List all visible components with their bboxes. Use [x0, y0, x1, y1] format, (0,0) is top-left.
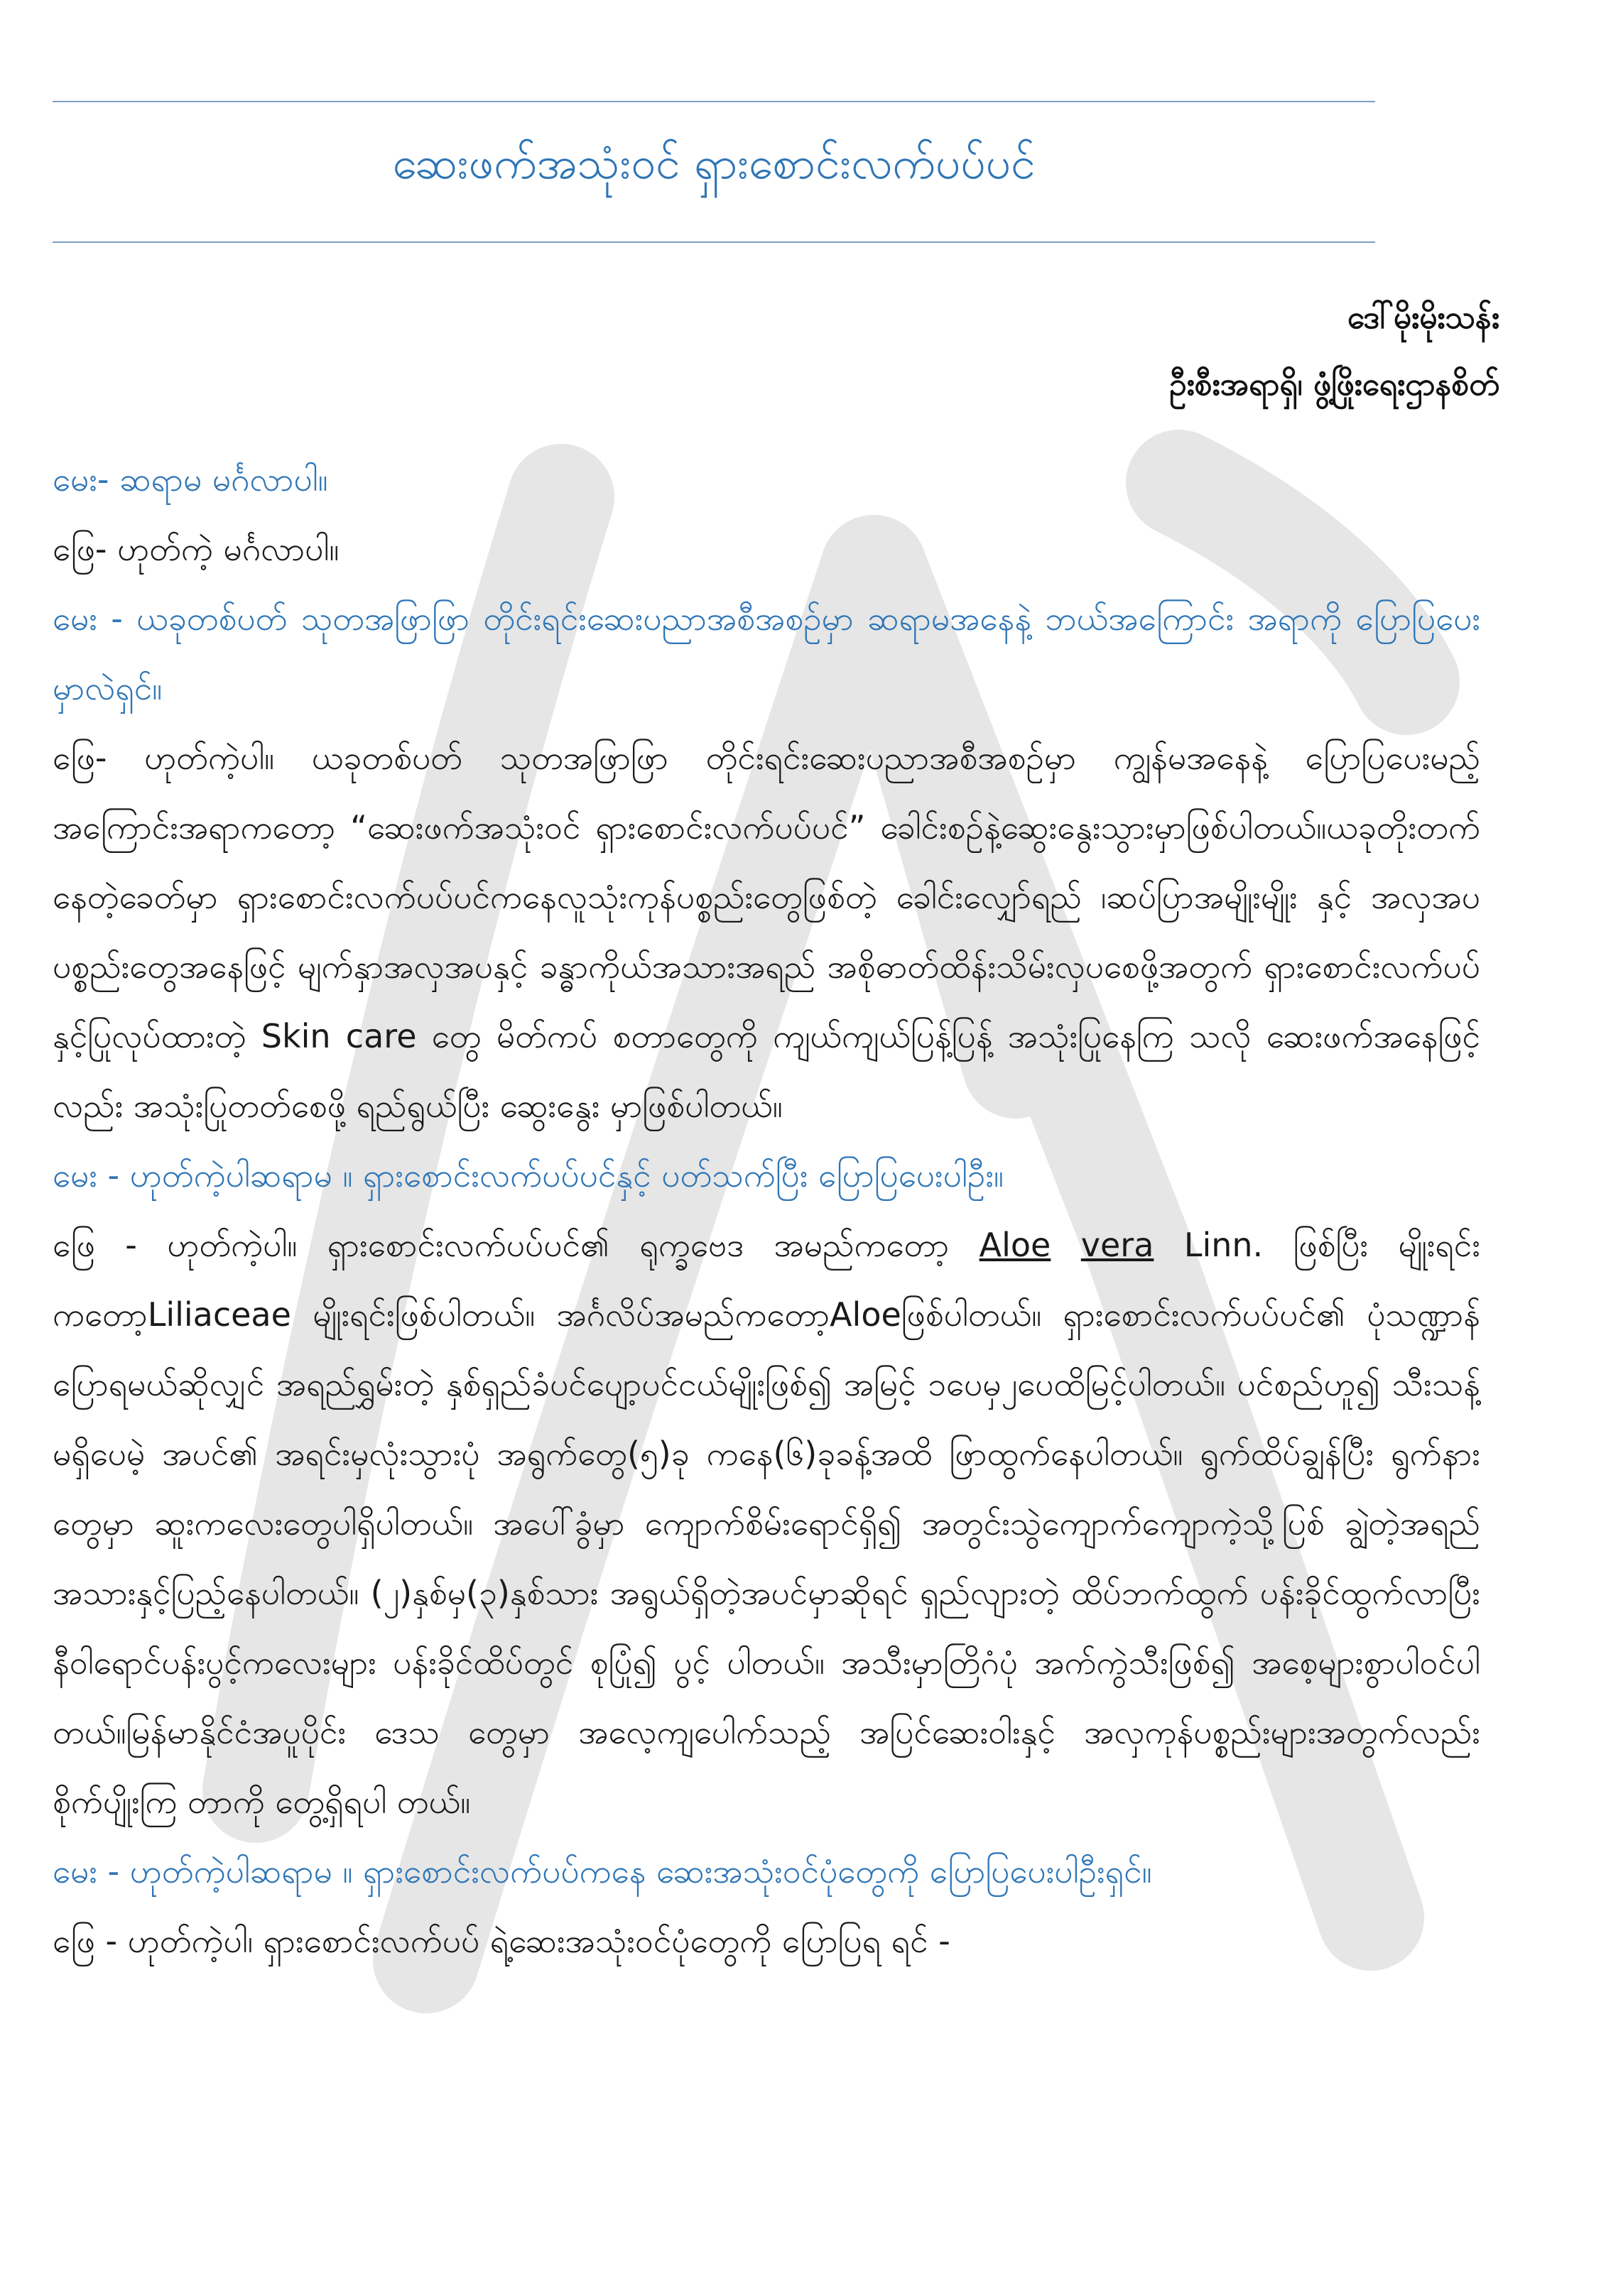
title-divider	[53, 241, 1375, 243]
answer-3	[53, 1210, 1480, 1837]
question-3: မေး - ဟုတ်ကဲ့ပါဆရာမ ။ ရှားစောင်းလက်ပပ်ပင်နှင့် ပတ်သက်ပြီး ပြောပြပေးပါဦး။	[53, 1156, 1004, 1195]
top-divider	[53, 101, 1375, 102]
answer-2: ဖြေ- ဟုတ်ကဲ့ပါ။ ယခုတစ်ပတ် သုတအဖြာဖြာ တိုင်းရင်းဆေးပညာအစီအစဉ်မှာ ကျွန်မအနေနဲ့ ပြောပြပေးမည့် အကြောင်းအရာကတော့ “ဆေးဖက်အသုံးဝင် ရှားစောင်းလက်ပပ်ပင်” ခေါင်းစဉ်နဲ့ဆွေးနွေးသွားမှာဖြစ်ပါတယ်။ယခုတိုးတက်နေတဲ့ခေတ်မှာ ရှားစောင်းလက်ပပ်ပင်ကနေလူသုံးကုန်ပစ္စည်းတွေဖြစ်တဲ့ ခေါင်းလျှော်ရည် ၊ဆပ်ပြာအမျိုးမျိုး နှင့် အလှအပပစ္စည်းတွေအနေဖြင့် မျက်နှာအလှအပနှင့် ခန္ဓာကိုယ်အသားအရည် အစိုဓာတ်ထိန်းသိမ်းလှပစေဖို့အတွက် ရှားစောင်းလက်ပပ်နှင့်ပြုလုပ်ထားတဲ့ Skin care တွေ မိတ်ကပ် စတာတွေကို ကျယ်ကျယ်ပြန့်ပြန့် အသုံးပြုနေကြ သလို ဆေးဖက်အနေဖြင့်လည်း အသုံးပြုတတ်စေဖို့ ရည်ရွယ်ပြီး ဆွေးနွေး မှာဖြစ်ပါတယ်။	[53, 739, 1481, 1125]
answer-4: ဖြေ - ဟုတ်ကဲ့ပါ၊ ရှားစောင်းလက်ပပ် ရဲ့ဆေးအသုံးဝင်ပုံတွေကို ပြောပြရ ရင် -	[53, 1922, 950, 1960]
question-4: မေး - ဟုတ်ကဲ့ပါဆရာမ ။ ရှားစောင်းလက်ပပ်ကနေ ဆေးအသုံးဝင်ပုံတွေကို ပြောပြပေးပါဦးရှင်။	[53, 1852, 1152, 1890]
author-role: ဦးစီးအရာရှိ၊ ဖွံ့ဖြိုးရေးဌာနစိတ်	[1169, 366, 1499, 403]
interview-body	[53, 445, 1480, 1976]
answer-1: ဖြေ- ဟုတ်ကဲ့ မင်္ဂလာပါ။	[53, 530, 340, 568]
document-title: ဆေးဖက်အသုံးဝင် ရှားစောင်းလက်ပပ်ပင်	[392, 137, 1036, 189]
question-1: မေး- ဆရာမ မင်္ဂလာပါ။	[53, 460, 328, 499]
answer-3-intro: ဖြေ - ဟုတ်ကဲ့ပါ။ ရှားစောင်းလက်ပပ်ပင်၏ ရုက္ခဗေဒ အမည်ကတော့	[53, 1226, 980, 1264]
answer-3-rest: Linn. ဖြစ်ပြီး မျိုးရင်းကတော့Liliaceae မျိုးရင်းဖြစ်ပါတယ်။ အင်္ဂလိပ်အမည်ကတော့Aloeဖြစ်ပါတယ်။ ရှားစောင်းလက်ပပ်ပင်၏ ပုံသဏ္ဍာန်ပြောရမယ်ဆိုလျှင် အရည်ရွှမ်းတဲ့ နှစ်ရှည်ခံပင်ပျော့ပင်ငယ်မျိုးဖြစ်၍ အမြင့် ၁ပေမှ၂ပေထိမြင့်ပါတယ်။ ပင်စည်ဟူ၍ သီးသန့်မရှိပေမဲ့ အပင်၏ အရင်းမှလုံးသွားပုံ အရွက်တွေ(၅)ခု ကနေ(၆)ခုခန့်အထိ ဖြာထွက်နေပါတယ်။ ရွက်ထိပ်ချွန်ပြီး ရွက်နားတွေမှာ ဆူးကလေးတွေပါရှိပါတယ်။ အပေါ်ခွံမှာ ကျောက်စိမ်းရောင်ရှိ၍ အတွင်းသွဲကျောက်ကျောကဲ့သို့ပြစ် ချွဲတဲ့အရည်အသားနှင့်ပြည့်နေပါတယ်။ (၂)နှစ်မှ(၃)နှစ်သား အရွယ်ရှိတဲ့အပင်မှာဆိုရင် ရှည်လျားတဲ့ ထိပ်ဘက်ထွက် ပန်းခိုင်ထွက်လာပြီး နီဝါရောင်ပန်းပွင့်ကလေးများ ပန်းခိုင်ထိပ်တွင် စုပြုံ၍ ပွင့် ပါတယ်။ အသီးမှာတြိဂံပုံ အက်ကွဲသီးဖြစ်၍ အစေ့များစွာပါဝင်ပါတယ်။မြန်မာနိုင်ငံအပူပိုင်း ဒေသ တွေမှာ အလေ့ကျပေါက်သည့် အပြင်ဆေးဝါးနှင့် အလှကုန်ပစ္စည်းများအတွက်လည်း စိုက်ပျိုးကြ တာကို တွေ့ရှိရပါ တယ်။	[53, 1226, 1480, 1821]
genus-name: Aloe	[979, 1226, 1051, 1264]
species-name: vera	[1080, 1226, 1154, 1264]
author-name: ဒေါ်မိုးမိုးသန်း	[1347, 300, 1499, 336]
question-2: မေး - ယခုတစ်ပတ် သုတအဖြာဖြာ တိုင်းရင်းဆေးပညာအစီအစဉ်မှာ ဆရာမအနေနဲ့ ဘယ်အကြောင်း အရာကို ပြောပြပေးမှာလဲရှင်။	[53, 599, 1480, 707]
